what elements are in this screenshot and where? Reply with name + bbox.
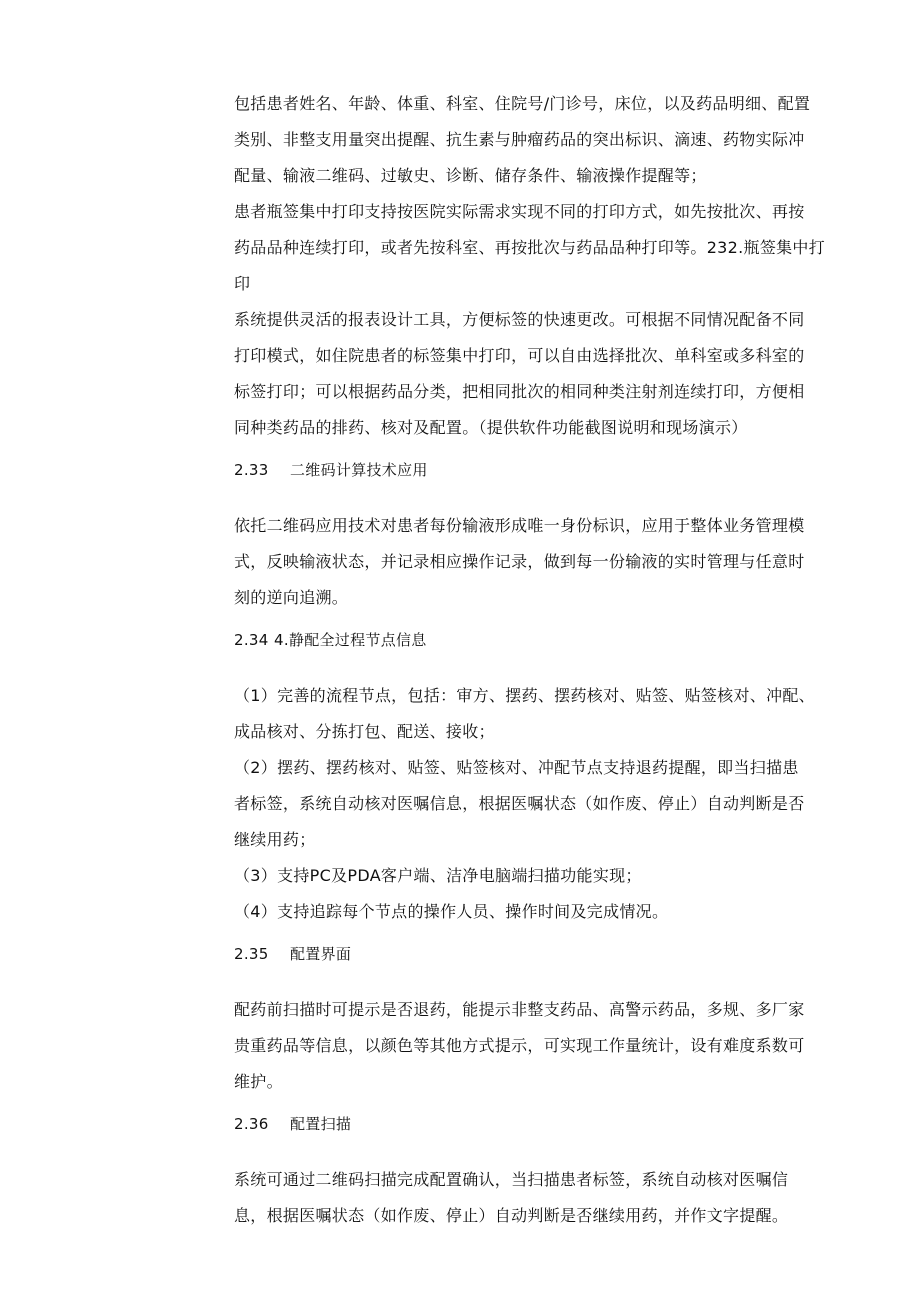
paragraph-line: 式，反映输液状态，并记录相应操作记录，做到每一份输液的实时管理与任意时 (234, 552, 805, 571)
paragraph-line: 配量、输液二维码、过敏史、诊断、储存条件、输液操作提醒等； (234, 166, 707, 185)
paragraph-line: 息，根据医嘱状态（如作废、停止）自动判断是否继续用药，并作文字提醒。 (234, 1206, 789, 1225)
section-title: 配置扫描 (290, 1115, 352, 1133)
paragraph-line: 药品品种连续打印，或者先按科室、再按批次与药品品种打印等。232.瓶签集中打 (234, 238, 826, 257)
paragraph-line: 包括患者姓名、年龄、体重、科室、住院号/门诊号，床位，以及药品明细、配置 (234, 94, 811, 113)
section-number: 2.33 (234, 461, 269, 479)
section-heading-2-35 (234, 944, 351, 964)
paragraph-line: 系统可通过二维码扫描完成配置确认，当扫描患者标签，系统自动核对医嘱信 (234, 1170, 789, 1189)
paragraph-line: 者标签，系统自动核对医嘱信息，根据医嘱状态（如作废、停止）自动判断是否 (234, 794, 805, 813)
paragraph-line: 维护。 (234, 1072, 283, 1091)
paragraph-line: 系统提供灵活的报表设计工具，方便标签的快速更改。可根据不同情况配备不同 (234, 310, 805, 329)
paragraph-line: 继续用药； (234, 830, 316, 849)
section-heading-2-33 (234, 460, 428, 480)
section-number: 2.36 (234, 1115, 269, 1133)
list-item: （2）摆药、摆药核对、贴签、贴签核对、冲配节点支持退药提醒，即当扫描患 (234, 758, 799, 777)
paragraph-line: 刻的逆向追溯。 (234, 588, 349, 607)
list-item: （3）支持PC及PDA客户端、洁净电脑端扫描功能实现； (234, 866, 642, 885)
paragraph-line: 同种类药品的排药、核对及配置。（提供软件功能截图说明和现场演示） (234, 418, 748, 437)
paragraph-line: 打印模式，如住院患者的标签集中打印，可以自由选择批次、单科室或多科室的 (234, 346, 805, 365)
paragraph-line: 依托二维码应用技术对患者每份输液形成唯一身份标识，应用于整体业务管理模 (234, 516, 805, 535)
paragraph-line: 贵重药品等信息，以颜色等其他方式提示，可实现工作量统计，设有难度系数可 (234, 1036, 805, 1055)
paragraph-line: 患者瓶签集中打印支持按医院实际需求实现不同的打印方式，如先按批次、再按 (234, 202, 805, 221)
section-title: 4.静配全过程节点信息 (274, 631, 427, 649)
section-title: 二维码计算技术应用 (290, 461, 428, 479)
section-heading-2-34 (234, 630, 427, 650)
paragraph-line: 配药前扫描时可提示是否退药，能提示非整支药品、高警示药品，多规、多厂家 (234, 1000, 805, 1019)
paragraph-line: 成品核对、分拣打包、配送、接收； (234, 722, 495, 741)
paragraph-line: 标签打印；可以根据药品分类，把相同批次的相同种类注射剂连续打印，方便相 (234, 382, 805, 401)
section-number: 2.34 (234, 631, 269, 649)
list-item: （4）支持追踪每个节点的操作人员、操作时间及完成情况。 (234, 902, 669, 921)
paragraph-line: 类别、非整支用量突出提醒、抗生素与肿瘤药品的突出标识、滴速、药物实际冲 (234, 130, 805, 149)
paragraph-line: 印 (234, 274, 251, 293)
section-number: 2.35 (234, 945, 269, 963)
list-item: （1）完善的流程节点，包括：审方、摆药、摆药核对、贴签、贴签核对、冲配、 (234, 686, 815, 705)
section-title: 配置界面 (290, 945, 352, 963)
section-heading-2-36 (234, 1114, 351, 1134)
